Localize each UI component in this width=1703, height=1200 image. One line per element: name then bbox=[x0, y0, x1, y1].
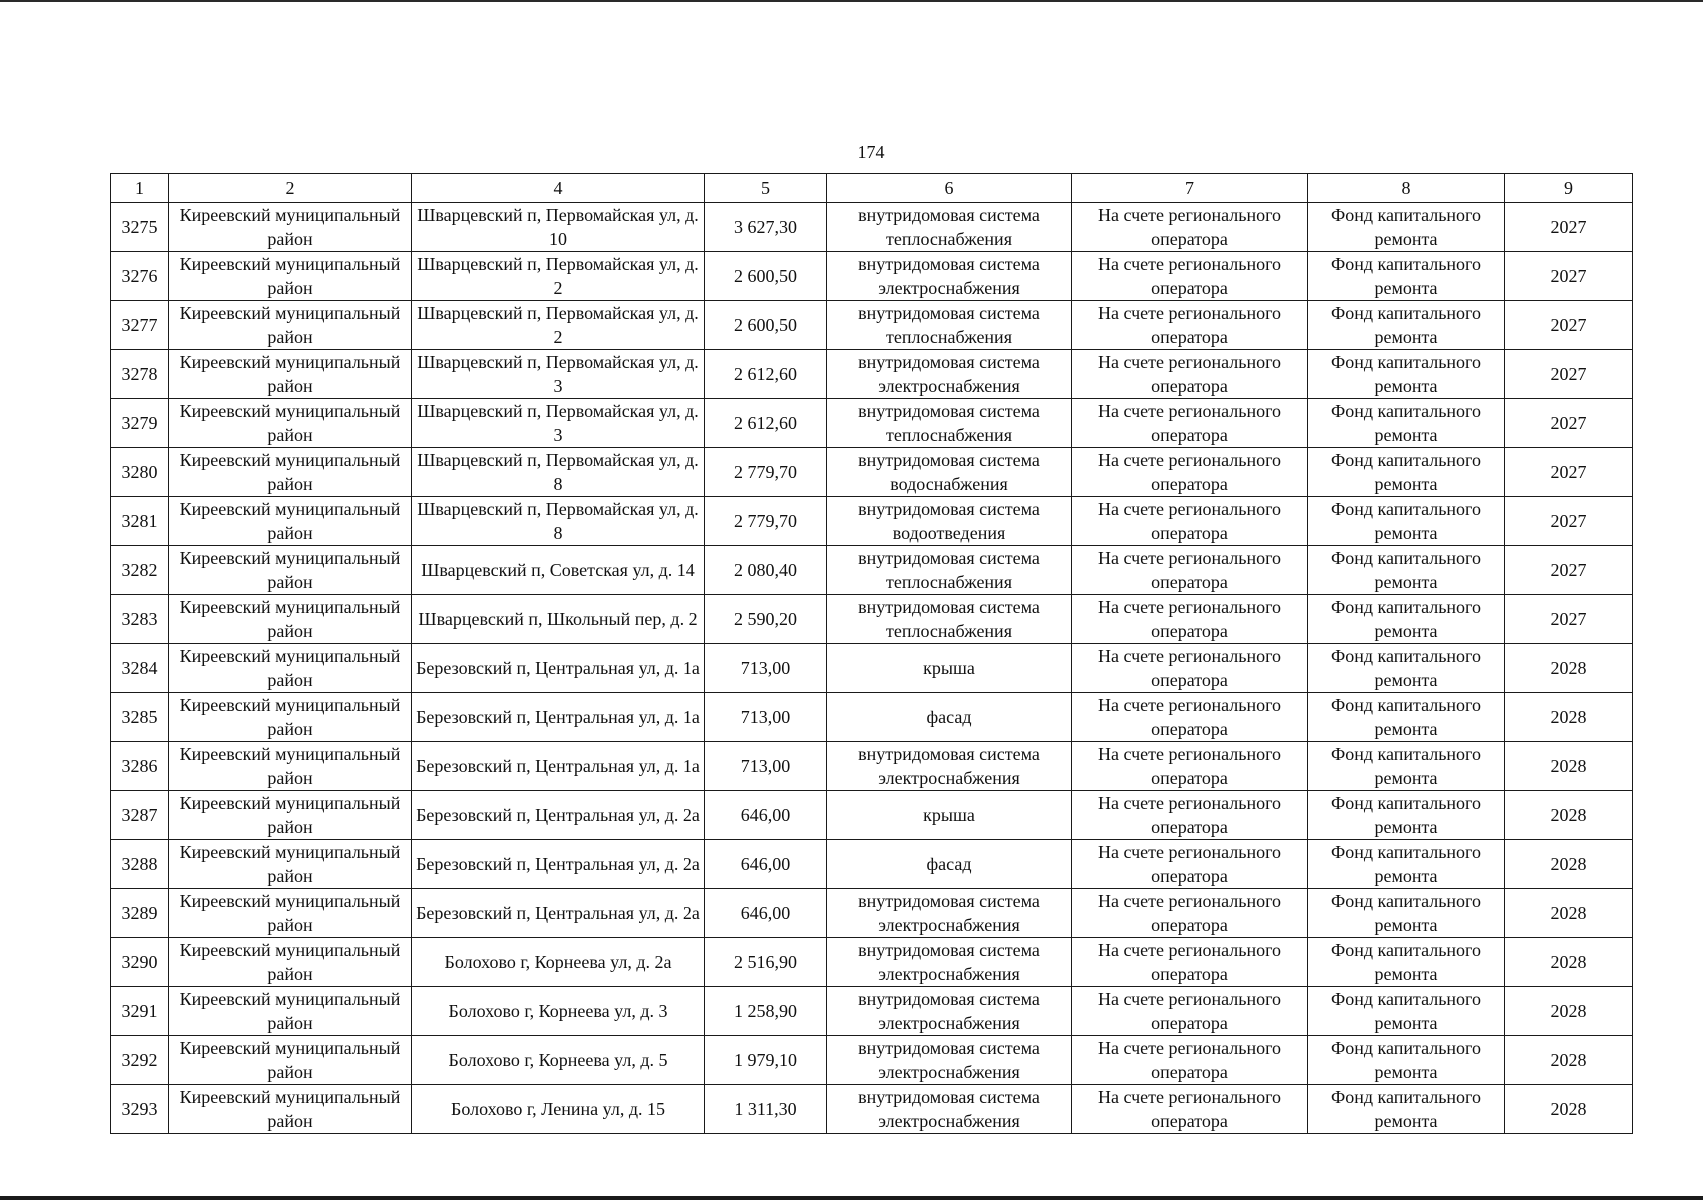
cell-row-number: 3282 bbox=[111, 546, 169, 595]
cell-year: 2027 bbox=[1505, 252, 1633, 301]
cell-funding-source: Фонд капитального ремонта bbox=[1308, 742, 1505, 791]
cell-year: 2028 bbox=[1505, 742, 1633, 791]
cell-funding-source: Фонд капитального ремонта bbox=[1308, 840, 1505, 889]
cell-account: На счете регионального оператора bbox=[1072, 1085, 1308, 1134]
cell-account: На счете регионального оператора bbox=[1072, 987, 1308, 1036]
cell-area: 1 258,90 bbox=[705, 987, 827, 1036]
cell-area: 1 311,30 bbox=[705, 1085, 827, 1134]
table-row bbox=[111, 840, 1633, 889]
bottom-border-line bbox=[0, 1196, 1703, 1200]
cell-year: 2028 bbox=[1505, 840, 1633, 889]
cell-year: 2028 bbox=[1505, 791, 1633, 840]
cell-funding-source: Фонд капитального ремонта bbox=[1308, 644, 1505, 693]
cell-district: Киреевский муниципальный район bbox=[169, 350, 412, 399]
cell-district: Киреевский муниципальный район bbox=[169, 987, 412, 1036]
cell-district: Киреевский муниципальный район bbox=[169, 644, 412, 693]
cell-funding-source: Фонд капитального ремонта bbox=[1308, 595, 1505, 644]
cell-area: 2 080,40 bbox=[705, 546, 827, 595]
cell-year: 2028 bbox=[1505, 1085, 1633, 1134]
cell-area: 3 627,30 bbox=[705, 203, 827, 252]
cell-row-number: 3290 bbox=[111, 938, 169, 987]
cell-funding-source: Фонд капитального ремонта bbox=[1308, 1036, 1505, 1085]
cell-area: 646,00 bbox=[705, 791, 827, 840]
cell-work-type: внутридомовая система теплоснабжения bbox=[827, 399, 1072, 448]
table-row bbox=[111, 693, 1633, 742]
cell-area: 2 779,70 bbox=[705, 448, 827, 497]
cell-work-type: внутридомовая система электроснабжения bbox=[827, 1085, 1072, 1134]
cell-year: 2027 bbox=[1505, 399, 1633, 448]
cell-address: Березовский п, Центральная ул, д. 1а bbox=[412, 644, 705, 693]
cell-funding-source: Фонд капитального ремонта bbox=[1308, 1085, 1505, 1134]
cell-year: 2028 bbox=[1505, 644, 1633, 693]
cell-funding-source: Фонд капитального ремонта bbox=[1308, 448, 1505, 497]
cell-area: 2 779,70 bbox=[705, 497, 827, 546]
cell-area: 2 590,20 bbox=[705, 595, 827, 644]
header-row bbox=[111, 174, 1633, 203]
cell-work-type: внутридомовая система водоотведения bbox=[827, 497, 1072, 546]
capital-repair-table bbox=[110, 173, 1633, 1134]
cell-funding-source: Фонд капитального ремонта bbox=[1308, 791, 1505, 840]
cell-work-type: внутридомовая система электроснабжения bbox=[827, 350, 1072, 399]
table-row bbox=[111, 203, 1633, 252]
cell-district: Киреевский муниципальный район bbox=[169, 252, 412, 301]
cell-year: 2027 bbox=[1505, 595, 1633, 644]
cell-row-number: 3279 bbox=[111, 399, 169, 448]
cell-account: На счете регионального оператора bbox=[1072, 742, 1308, 791]
table-row bbox=[111, 399, 1633, 448]
cell-work-type: фасад bbox=[827, 693, 1072, 742]
table-row bbox=[111, 350, 1633, 399]
cell-work-type: внутридомовая система электроснабжения bbox=[827, 938, 1072, 987]
cell-district: Киреевский муниципальный район bbox=[169, 448, 412, 497]
table-row bbox=[111, 546, 1633, 595]
cell-district: Киреевский муниципальный район bbox=[169, 203, 412, 252]
cell-row-number: 3284 bbox=[111, 644, 169, 693]
cell-address: Шварцевский п, Первомайская ул, д. 3 bbox=[412, 350, 705, 399]
cell-year: 2028 bbox=[1505, 987, 1633, 1036]
cell-address: Шварцевский п, Первомайская ул, д. 8 bbox=[412, 448, 705, 497]
table-body bbox=[111, 203, 1633, 1134]
cell-address: Шварцевский п, Школьный пер, д. 2 bbox=[412, 595, 705, 644]
table-row bbox=[111, 644, 1633, 693]
cell-district: Киреевский муниципальный район bbox=[169, 693, 412, 742]
cell-funding-source: Фонд капитального ремонта bbox=[1308, 203, 1505, 252]
cell-address: Шварцевский п, Советская ул, д. 14 bbox=[412, 546, 705, 595]
cell-account: На счете регионального оператора bbox=[1072, 448, 1308, 497]
cell-row-number: 3289 bbox=[111, 889, 169, 938]
cell-funding-source: Фонд капитального ремонта bbox=[1308, 987, 1505, 1036]
cell-account: На счете регионального оператора bbox=[1072, 1036, 1308, 1085]
table-row bbox=[111, 1036, 1633, 1085]
cell-work-type: внутридомовая система электроснабжения bbox=[827, 252, 1072, 301]
cell-account: На счете регионального оператора bbox=[1072, 938, 1308, 987]
table-row bbox=[111, 497, 1633, 546]
cell-work-type: внутридомовая система теплоснабжения bbox=[827, 203, 1072, 252]
cell-area: 713,00 bbox=[705, 644, 827, 693]
cell-work-type: внутридомовая система водоснабжения bbox=[827, 448, 1072, 497]
cell-area: 2 600,50 bbox=[705, 252, 827, 301]
cell-account: На счете регионального оператора bbox=[1072, 252, 1308, 301]
cell-year: 2028 bbox=[1505, 889, 1633, 938]
cell-funding-source: Фонд капитального ремонта bbox=[1308, 301, 1505, 350]
cell-address: Березовский п, Центральная ул, д. 2а bbox=[412, 791, 705, 840]
cell-funding-source: Фонд капитального ремонта bbox=[1308, 938, 1505, 987]
cell-row-number: 3287 bbox=[111, 791, 169, 840]
header-col-4: 4 bbox=[412, 174, 705, 203]
cell-funding-source: Фонд капитального ремонта bbox=[1308, 693, 1505, 742]
page-number: 174 bbox=[857, 142, 885, 162]
cell-area: 2 612,60 bbox=[705, 350, 827, 399]
cell-district: Киреевский муниципальный район bbox=[169, 791, 412, 840]
cell-district: Киреевский муниципальный район bbox=[169, 301, 412, 350]
cell-district: Киреевский муниципальный район bbox=[169, 546, 412, 595]
header-col-1: 1 bbox=[111, 174, 169, 203]
cell-work-type: внутридомовая система теплоснабжения bbox=[827, 301, 1072, 350]
cell-account: На счете регионального оператора bbox=[1072, 301, 1308, 350]
cell-year: 2027 bbox=[1505, 350, 1633, 399]
cell-area: 646,00 bbox=[705, 840, 827, 889]
cell-account: На счете регионального оператора bbox=[1072, 497, 1308, 546]
cell-funding-source: Фонд капитального ремонта bbox=[1308, 252, 1505, 301]
cell-district: Киреевский муниципальный район bbox=[169, 840, 412, 889]
cell-row-number: 3275 bbox=[111, 203, 169, 252]
cell-account: На счете регионального оператора bbox=[1072, 693, 1308, 742]
cell-area: 713,00 bbox=[705, 742, 827, 791]
cell-funding-source: Фонд капитального ремонта bbox=[1308, 350, 1505, 399]
cell-row-number: 3280 bbox=[111, 448, 169, 497]
table-row bbox=[111, 301, 1633, 350]
cell-funding-source: Фонд капитального ремонта bbox=[1308, 399, 1505, 448]
cell-district: Киреевский муниципальный район bbox=[169, 497, 412, 546]
cell-area: 713,00 bbox=[705, 693, 827, 742]
cell-address: Шварцевский п, Первомайская ул, д. 2 bbox=[412, 252, 705, 301]
cell-district: Киреевский муниципальный район bbox=[169, 595, 412, 644]
cell-row-number: 3293 bbox=[111, 1085, 169, 1134]
cell-address: Березовский п, Центральная ул, д. 1а bbox=[412, 742, 705, 791]
cell-funding-source: Фонд капитального ремонта bbox=[1308, 497, 1505, 546]
cell-work-type: фасад bbox=[827, 840, 1072, 889]
cell-address: Березовский п, Центральная ул, д. 2а bbox=[412, 889, 705, 938]
cell-row-number: 3281 bbox=[111, 497, 169, 546]
cell-work-type: внутридомовая система электроснабжения bbox=[827, 987, 1072, 1036]
cell-work-type: внутридомовая система электроснабжения bbox=[827, 1036, 1072, 1085]
cell-area: 2 600,50 bbox=[705, 301, 827, 350]
cell-row-number: 3288 bbox=[111, 840, 169, 889]
cell-district: Киреевский муниципальный район bbox=[169, 742, 412, 791]
cell-year: 2027 bbox=[1505, 448, 1633, 497]
cell-year: 2027 bbox=[1505, 301, 1633, 350]
cell-year: 2027 bbox=[1505, 497, 1633, 546]
cell-address: Шварцевский п, Первомайская ул, д. 8 bbox=[412, 497, 705, 546]
cell-funding-source: Фонд капитального ремонта bbox=[1308, 889, 1505, 938]
cell-district: Киреевский муниципальный район bbox=[169, 1036, 412, 1085]
cell-address: Болохово г, Корнеева ул, д. 5 bbox=[412, 1036, 705, 1085]
header-col-9: 9 bbox=[1505, 174, 1633, 203]
cell-address: Болохово г, Ленина ул, д. 15 bbox=[412, 1085, 705, 1134]
cell-address: Березовский п, Центральная ул, д. 2а bbox=[412, 840, 705, 889]
table-row bbox=[111, 252, 1633, 301]
cell-year: 2028 bbox=[1505, 1036, 1633, 1085]
cell-account: На счете регионального оператора bbox=[1072, 350, 1308, 399]
cell-account: На счете регионального оператора bbox=[1072, 840, 1308, 889]
cell-row-number: 3276 bbox=[111, 252, 169, 301]
cell-district: Киреевский муниципальный район bbox=[169, 889, 412, 938]
cell-address: Березовский п, Центральная ул, д. 1а bbox=[412, 693, 705, 742]
cell-account: На счете регионального оператора bbox=[1072, 399, 1308, 448]
header-col-8: 8 bbox=[1308, 174, 1505, 203]
cell-account: На счете регионального оператора bbox=[1072, 546, 1308, 595]
table-row bbox=[111, 742, 1633, 791]
cell-row-number: 3286 bbox=[111, 742, 169, 791]
cell-area: 2 612,60 bbox=[705, 399, 827, 448]
cell-account: На счете регионального оператора bbox=[1072, 791, 1308, 840]
cell-work-type: внутридомовая система электроснабжения bbox=[827, 889, 1072, 938]
table-row bbox=[111, 987, 1633, 1036]
header-col-5: 5 bbox=[705, 174, 827, 203]
cell-address: Шварцевский п, Первомайская ул, д. 3 bbox=[412, 399, 705, 448]
cell-work-type: внутридомовая система теплоснабжения bbox=[827, 546, 1072, 595]
cell-address: Шварцевский п, Первомайская ул, д. 10 bbox=[412, 203, 705, 252]
cell-district: Киреевский муниципальный район bbox=[169, 399, 412, 448]
cell-area: 646,00 bbox=[705, 889, 827, 938]
cell-year: 2027 bbox=[1505, 546, 1633, 595]
header-col-7: 7 bbox=[1072, 174, 1308, 203]
cell-address: Болохово г, Корнеева ул, д. 3 bbox=[412, 987, 705, 1036]
cell-year: 2027 bbox=[1505, 203, 1633, 252]
cell-row-number: 3277 bbox=[111, 301, 169, 350]
cell-district: Киреевский муниципальный район bbox=[169, 1085, 412, 1134]
cell-work-type: крыша bbox=[827, 791, 1072, 840]
cell-account: На счете регионального оператора bbox=[1072, 595, 1308, 644]
cell-row-number: 3278 bbox=[111, 350, 169, 399]
cell-work-type: крыша bbox=[827, 644, 1072, 693]
cell-work-type: внутридомовая система электроснабжения bbox=[827, 742, 1072, 791]
cell-row-number: 3291 bbox=[111, 987, 169, 1036]
cell-row-number: 3283 bbox=[111, 595, 169, 644]
cell-account: На счете регионального оператора bbox=[1072, 889, 1308, 938]
header-col-6: 6 bbox=[827, 174, 1072, 203]
cell-funding-source: Фонд капитального ремонта bbox=[1308, 546, 1505, 595]
table-row bbox=[111, 791, 1633, 840]
table-row bbox=[111, 889, 1633, 938]
cell-area: 2 516,90 bbox=[705, 938, 827, 987]
cell-area: 1 979,10 bbox=[705, 1036, 827, 1085]
table-row bbox=[111, 448, 1633, 497]
cell-work-type: внутридомовая система теплоснабжения bbox=[827, 595, 1072, 644]
cell-account: На счете регионального оператора bbox=[1072, 203, 1308, 252]
cell-row-number: 3285 bbox=[111, 693, 169, 742]
cell-district: Киреевский муниципальный район bbox=[169, 938, 412, 987]
table-row bbox=[111, 1085, 1633, 1134]
header-col-2: 2 bbox=[169, 174, 412, 203]
table-row bbox=[111, 595, 1633, 644]
cell-year: 2028 bbox=[1505, 693, 1633, 742]
cell-account: На счете регионального оператора bbox=[1072, 644, 1308, 693]
cell-year: 2028 bbox=[1505, 938, 1633, 987]
top-border-line bbox=[0, 0, 1703, 2]
cell-row-number: 3292 bbox=[111, 1036, 169, 1085]
cell-address: Болохово г, Корнеева ул, д. 2а bbox=[412, 938, 705, 987]
table-row bbox=[111, 938, 1633, 987]
cell-address: Шварцевский п, Первомайская ул, д. 2 bbox=[412, 301, 705, 350]
